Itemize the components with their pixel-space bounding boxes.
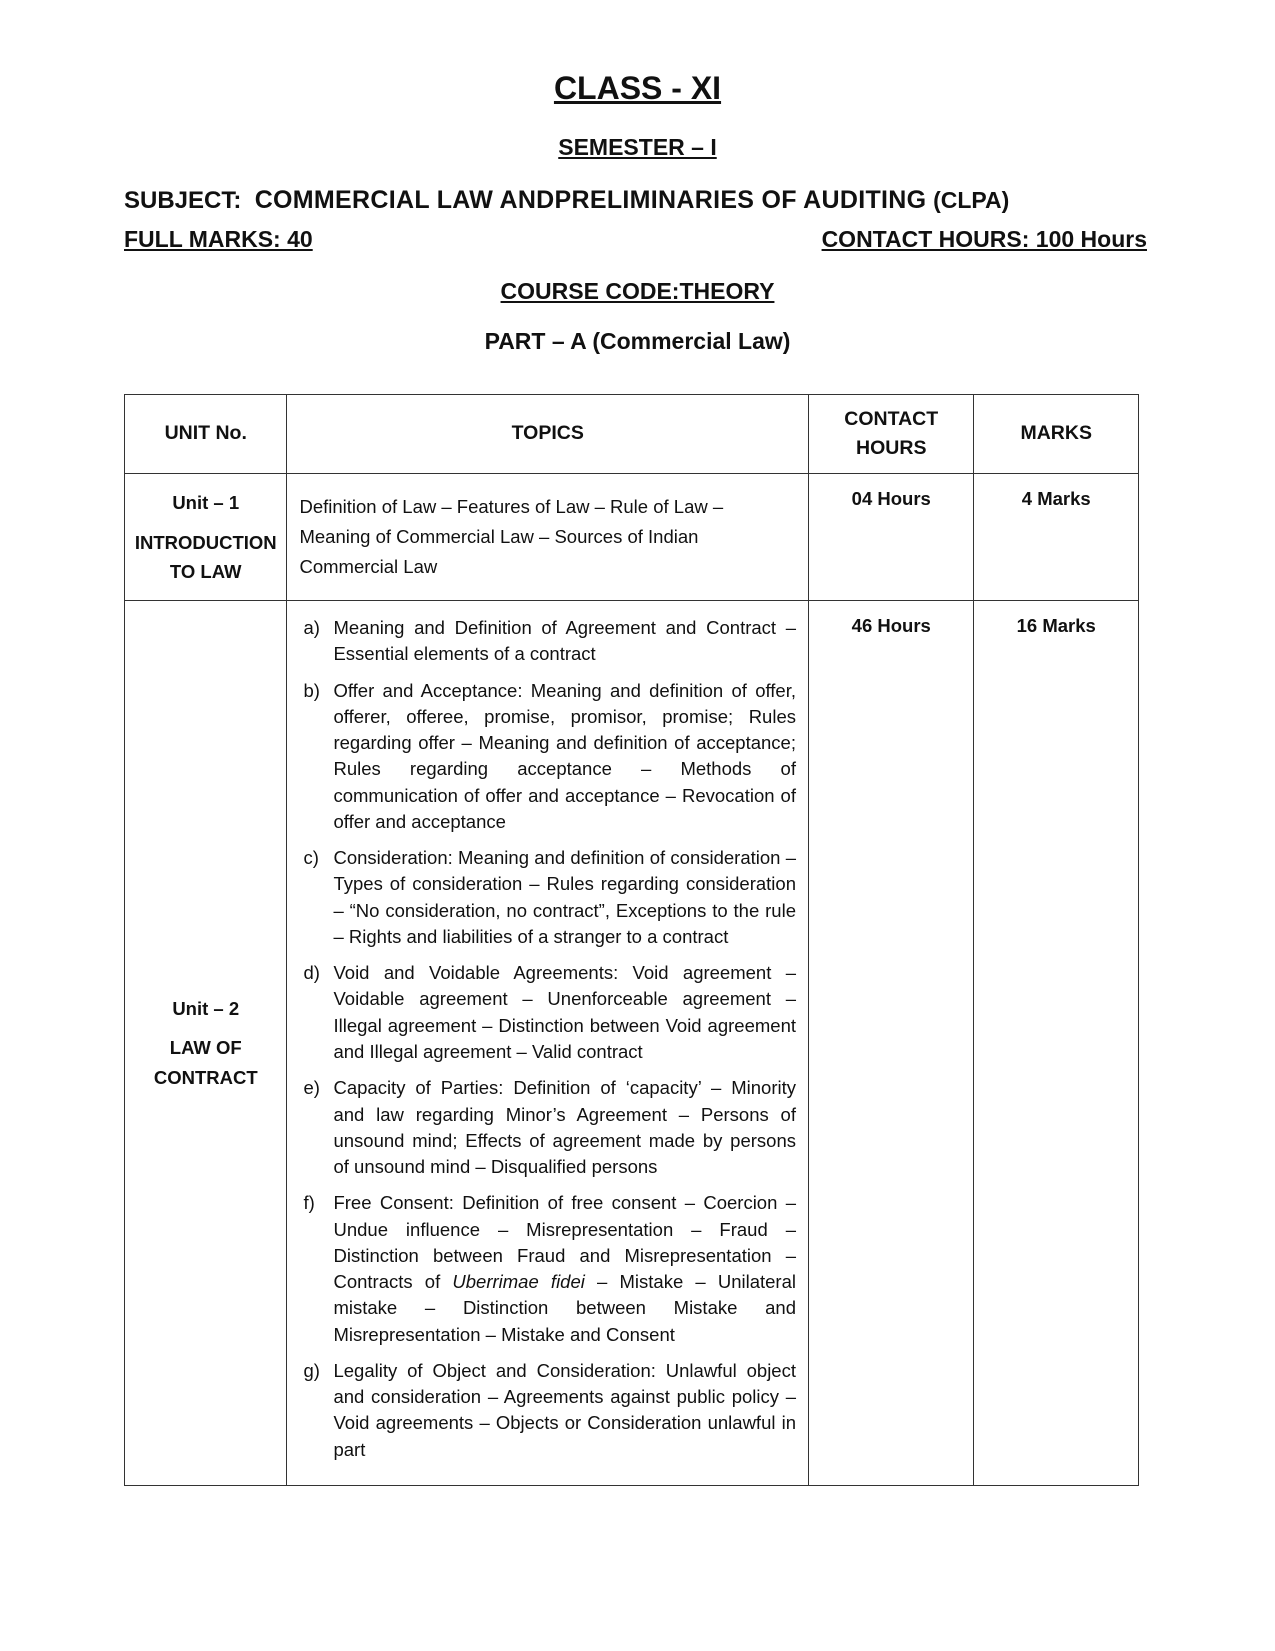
subject-line xyxy=(124,186,1009,215)
topic-text: Meaning and Definition of Agreement and Contract – Essential elements of a contract xyxy=(333,617,796,665)
contact-hours: CONTACT HOURS: 100 Hours xyxy=(821,226,1147,252)
unit-number: Unit – 2 xyxy=(172,997,240,1019)
topic-item xyxy=(299,1190,796,1348)
header-topics: TOPICS xyxy=(287,395,809,474)
topic-item xyxy=(299,1358,796,1463)
marks-cell: 4 Marks xyxy=(974,474,1139,601)
topic-text: Legality of Object and Consideration: Unlawful object and consideration – Agreements against public policy – Void agreements – Objects or Consideration unlawful in part xyxy=(333,1359,796,1460)
topics-cell xyxy=(287,601,809,1486)
subject-name: COMMERCIAL LAW ANDPRELIMINARIES OF AUDITING xyxy=(254,186,927,214)
table-row xyxy=(125,601,1139,1486)
topic-text-part: – Mistake – Unilateral mistake – Distinction between Mistake and Misrepresentation – Mistake and Consent xyxy=(333,1271,796,1345)
table-header-row xyxy=(125,395,1139,474)
topic-text xyxy=(333,1190,796,1348)
class-title: CLASS - XI xyxy=(553,70,722,106)
topic-text: Consideration: Meaning and definition of consideration – Types of consideration – Rules regarding consideration – “No consideration, no contract”, Exceptions to the rule – Rights and liabilities of a stranger to a contract xyxy=(333,847,796,947)
unit-number: Unit – 1 xyxy=(172,492,240,513)
topic-item xyxy=(299,960,796,1065)
marks-cell: 16 Marks xyxy=(974,601,1139,1486)
topic-text-italic: Uberrimae fidei xyxy=(452,1271,585,1293)
unit-name-line1: INTRODUCTION xyxy=(134,531,277,553)
topic-label: e) xyxy=(303,1077,320,1099)
unit-name-line2: TO LAW xyxy=(169,561,242,583)
topic-label: f) xyxy=(303,1192,315,1214)
header-marks: MARKS xyxy=(974,395,1139,474)
topic-item xyxy=(299,615,796,668)
topic-text: Capacity of Parties: Definition of ‘capacity’ – Minority and law regarding Minor’s Agreement – Persons of unsound mind; Effects of agreement made by persons of unsound mind – Disqualified persons xyxy=(333,1077,796,1178)
topic-text: Offer and Acceptance: Meaning and definition of offer, offerer, offeree, promise, promisor, promise; Rules regarding offer – Meaning and definition of acceptance; Rules regarding acceptance – Methods of communication of offer and acceptance – Revocation of offer and acceptance xyxy=(333,679,796,832)
unit-name-line2: CONTRACT xyxy=(153,1066,258,1088)
semester-title: SEMESTER – I xyxy=(558,134,717,160)
subject-label: SUBJECT: xyxy=(124,187,242,214)
topics-cell: Definition of Law – Features of Law – Rule of Law – Meaning of Commercial Law – Sources of Indian Commercial Law xyxy=(287,474,809,601)
topic-text-part: Free Consent: Definition of free consent – Coercion – Undue influence – Misrepresentation – Fraud – Distinction between Fraud and Misrepresentation – Contracts of xyxy=(333,1192,796,1293)
unit-cell xyxy=(125,601,287,1486)
hours-cell: 46 Hours xyxy=(809,601,974,1486)
topic-label: a) xyxy=(303,617,320,638)
topic-item xyxy=(299,845,796,950)
table-row xyxy=(125,474,1139,601)
topic-label: b) xyxy=(303,679,320,701)
full-marks: FULL MARKS: 40 xyxy=(124,226,313,252)
course-code: COURSE CODE:THEORY xyxy=(500,278,775,304)
topic-item xyxy=(299,1075,796,1180)
syllabus-table xyxy=(124,394,1139,1486)
header-contact-hours xyxy=(809,395,974,474)
header-unit: UNIT No. xyxy=(125,395,287,474)
hours-cell: 04 Hours xyxy=(809,474,974,601)
topic-label: d) xyxy=(303,962,320,984)
topic-label: g) xyxy=(303,1359,320,1381)
subject-code: (CLPA) xyxy=(933,187,1010,213)
unit-name-line1: LAW OF xyxy=(169,1037,242,1059)
topic-item xyxy=(299,678,796,836)
part-title: PART – A (Commercial Law) xyxy=(484,328,791,354)
topic-text: Void and Voidable Agreements: Void agreement – Voidable agreement – Unenforceable agreement – Illegal agreement – Distinction between Void agreement and Illegal agreement – Valid contract xyxy=(333,962,796,1062)
header-contact-hours-line2: HOURS xyxy=(856,437,927,459)
unit-cell xyxy=(125,474,287,601)
header-contact-hours-line1: CONTACT xyxy=(844,407,939,430)
topic-label: c) xyxy=(303,847,319,869)
